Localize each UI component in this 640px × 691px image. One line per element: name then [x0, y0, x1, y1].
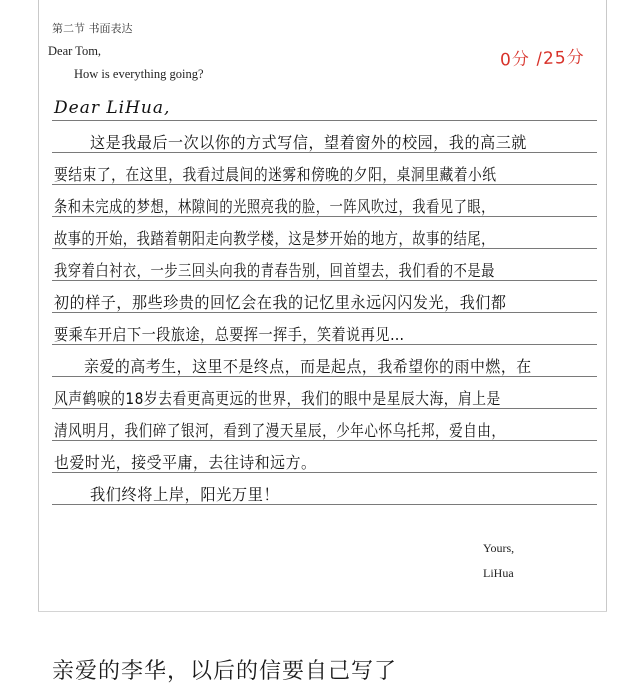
letter-line: 故事的开始，我踏着朝阳走向教学楼，这是梦开始的地方，故事的结尾，	[54, 229, 495, 248]
letter-line: 初的样子，那些珍贵的回忆会在我的记忆里永远闪闪发光，我们都	[54, 293, 507, 312]
letter-signature: LiHua	[483, 566, 514, 580]
letter-closing: Yours,	[483, 541, 515, 555]
letter-line: 条和未完成的梦想，林隙间的光照亮我的脸，一阵风吹过，我看见了眼，	[54, 197, 495, 216]
sheet-right-border	[606, 0, 607, 612]
sheet-bottom-border	[38, 611, 607, 612]
letter-line: 也爱时光，接受平庸，去往诗和远方。	[54, 453, 317, 472]
letter-line: 我们终将上岸，阳光万里！	[90, 485, 280, 504]
letter-line: 要结束了，在这里，我看过晨间的迷雾和傍晚的夕阳，桌洞里藏着小纸	[54, 165, 497, 184]
letter-line: 这是我最后一次以你的方式写信，望着窗外的校园，我的高三就	[90, 133, 527, 152]
ruled-writing-area	[52, 96, 597, 526]
letter-line: 风声鹤唳的18岁去看更高更远的世界，我们的眼中是星辰大海，肩上是	[54, 389, 501, 408]
sheet-left-border	[38, 0, 39, 612]
letter-line: 我穿着白衬衣，一步三回头向我的青春告别，回首望去，我们看的不是最	[54, 261, 495, 280]
letter-salutation: Dear LiHua,	[54, 98, 171, 118]
section-label: 第二节 书面表达	[52, 22, 133, 35]
letter-line: 清风明月，我们碎了银河，看到了漫天星辰，少年心怀乌托邦，爱自由，	[54, 421, 506, 440]
letter-line: 要乘车开启下一段旅途，总要挥一挥手，笑着说再见…	[54, 325, 405, 344]
post-caption: 亲爱的李华，以后的信要自己写了	[52, 659, 398, 684]
letter-line: 亲爱的高考生，这里不是终点，而是起点，我希望你的雨中燃，在	[84, 357, 532, 376]
prompt-question: How is everything going?	[74, 67, 204, 81]
score-mark: 0分 /25分	[499, 47, 586, 71]
prompt-greeting: Dear Tom,	[48, 44, 102, 58]
ruled-line	[52, 120, 597, 121]
